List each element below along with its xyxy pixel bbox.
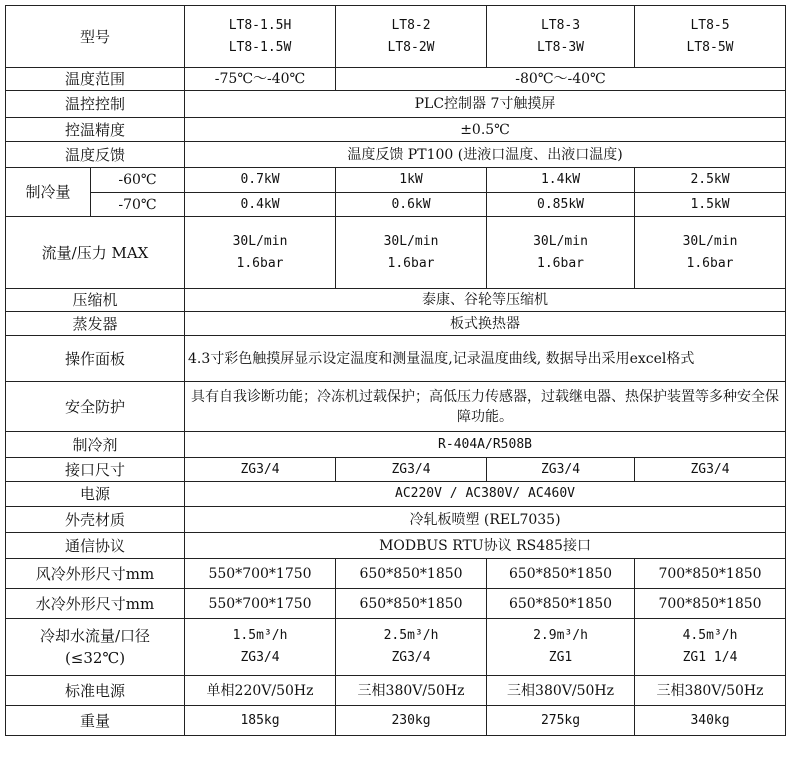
row-shell	[6, 507, 786, 533]
model-cell: LT8-1.5H LT8-1.5W	[185, 6, 336, 68]
compressor-value: 泰康、谷轮等压缩机	[185, 289, 786, 312]
temp-range-rest: -80℃～-40℃	[336, 68, 786, 91]
std-power-label: 标准电源	[6, 676, 185, 706]
cooling-label: 制冷量	[6, 168, 91, 217]
cooling-temp: -70℃	[91, 193, 185, 217]
panel-label: 操作面板	[6, 336, 185, 382]
precision-label: 控温精度	[6, 118, 185, 142]
row-water-dims	[6, 589, 786, 619]
std-power-value: 三相380V/50Hz	[336, 676, 487, 706]
cooling-value: 0.7kW	[185, 168, 336, 193]
cooling-temp: -60℃	[91, 168, 185, 193]
spec-table-container	[5, 5, 786, 736]
air-dims-value: 650*850*1850	[336, 559, 487, 589]
row-safety	[6, 382, 786, 432]
air-dims-value: 700*850*1850	[635, 559, 786, 589]
std-power-value: 三相380V/50Hz	[635, 676, 786, 706]
row-compressor	[6, 289, 786, 312]
cooling-value: 0.85kW	[487, 193, 635, 217]
water-dims-value: 550*700*1750	[185, 589, 336, 619]
interface-value: ZG3/4	[185, 458, 336, 482]
cooling-water-label: 冷却水流量/口径 (≤32℃)	[6, 619, 185, 676]
weight-value: 275kg	[487, 706, 635, 736]
evaporator-value: 板式换热器	[185, 312, 786, 336]
interface-value: ZG3/4	[487, 458, 635, 482]
evaporator-label: 蒸发器	[6, 312, 185, 336]
shell-value: 冷轧板喷塑 (REL7035)	[185, 507, 786, 533]
row-cooling-water	[6, 619, 786, 676]
temp-control-label: 温控控制	[6, 91, 185, 118]
weight-value: 340kg	[635, 706, 786, 736]
cooling-value: 0.6kW	[336, 193, 487, 217]
water-dims-value: 650*850*1850	[336, 589, 487, 619]
protocol-label: 通信协议	[6, 533, 185, 559]
cooling-water-cell: 2.5m³/h ZG3/4	[336, 619, 487, 676]
cooling-value: 2.5kW	[635, 168, 786, 193]
row-feedback	[6, 142, 786, 168]
row-air-dims	[6, 559, 786, 589]
compressor-label: 压缩机	[6, 289, 185, 312]
row-refrigerant	[6, 432, 786, 458]
row-std-power	[6, 676, 786, 706]
row-evaporator	[6, 312, 786, 336]
power-label: 电源	[6, 482, 185, 507]
interface-value: ZG3/4	[336, 458, 487, 482]
feedback-value: 温度反馈 PT100 (进液口温度、出液口温度)	[185, 142, 786, 168]
cooling-value: 1kW	[336, 168, 487, 193]
flow-cell: 30L/min 1.6bar	[185, 217, 336, 289]
row-temp-control	[6, 91, 786, 118]
row-precision	[6, 118, 786, 142]
std-power-value: 单相220V/50Hz	[185, 676, 336, 706]
shell-label: 外壳材质	[6, 507, 185, 533]
refrigerant-label: 制冷剂	[6, 432, 185, 458]
cooling-value: 1.5kW	[635, 193, 786, 217]
flow-label: 流量/压力 MAX	[6, 217, 185, 289]
flow-cell: 30L/min 1.6bar	[336, 217, 487, 289]
refrigerant-value: R-404A/R508B	[185, 432, 786, 458]
row-cooling-60	[6, 168, 786, 193]
row-power	[6, 482, 786, 507]
cooling-water-cell: 1.5m³/h ZG3/4	[185, 619, 336, 676]
row-model	[6, 6, 786, 68]
interface-label: 接口尺寸	[6, 458, 185, 482]
flow-cell: 30L/min 1.6bar	[487, 217, 635, 289]
air-dims-value: 650*850*1850	[487, 559, 635, 589]
panel-value: 4.3寸彩色触摸屏显示设定温度和测量温度,记录温度曲线, 数据导出采用excel格式	[185, 336, 786, 382]
feedback-label: 温度反馈	[6, 142, 185, 168]
water-dims-label: 水冷外形尺寸mm	[6, 589, 185, 619]
interface-value: ZG3/4	[635, 458, 786, 482]
precision-value: ±0.5℃	[185, 118, 786, 142]
model-cell: LT8-5 LT8-5W	[635, 6, 786, 68]
row-temp-range	[6, 68, 786, 91]
power-value: AC220V / AC380V/ AC460V	[185, 482, 786, 507]
spec-table	[5, 5, 786, 736]
row-interface	[6, 458, 786, 482]
model-label: 型号	[6, 6, 185, 68]
temp-control-value: PLC控制器 7寸触摸屏	[185, 91, 786, 118]
water-dims-value: 700*850*1850	[635, 589, 786, 619]
safety-label: 安全防护	[6, 382, 185, 432]
row-flow	[6, 217, 786, 289]
water-dims-value: 650*850*1850	[487, 589, 635, 619]
air-dims-value: 550*700*1750	[185, 559, 336, 589]
model-cell: LT8-2 LT8-2W	[336, 6, 487, 68]
safety-value: 具有自我诊断功能；冷冻机过载保护；高低压力传感器，过载继电器、热保护装置等多种安全保障功能。	[185, 382, 786, 432]
row-cooling-70	[6, 193, 786, 217]
weight-value: 185kg	[185, 706, 336, 736]
row-weight	[6, 706, 786, 736]
protocol-value: MODBUS RTU协议 RS485接口	[185, 533, 786, 559]
row-protocol	[6, 533, 786, 559]
temp-range-label: 温度范围	[6, 68, 185, 91]
cooling-value: 0.4kW	[185, 193, 336, 217]
temp-range-col1: -75℃～-40℃	[185, 68, 336, 91]
cooling-value: 1.4kW	[487, 168, 635, 193]
weight-label: 重量	[6, 706, 185, 736]
weight-value: 230kg	[336, 706, 487, 736]
cooling-water-cell: 2.9m³/h ZG1	[487, 619, 635, 676]
air-dims-label: 风冷外形尺寸mm	[6, 559, 185, 589]
model-cell: LT8-3 LT8-3W	[487, 6, 635, 68]
cooling-water-cell: 4.5m³/h ZG1 1/4	[635, 619, 786, 676]
flow-cell: 30L/min 1.6bar	[635, 217, 786, 289]
std-power-value: 三相380V/50Hz	[487, 676, 635, 706]
row-panel	[6, 336, 786, 382]
